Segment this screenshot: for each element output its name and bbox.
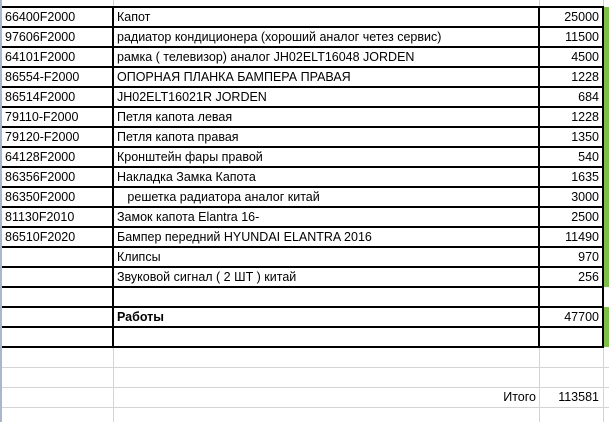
cell-code[interactable]: 66400F2000 — [5, 10, 76, 24]
border — [2, 146, 603, 148]
gridline — [539, 347, 540, 422]
cell-price[interactable]: 970 — [578, 250, 599, 264]
cell-code[interactable]: 86350F2000 — [5, 190, 76, 204]
cell-code[interactable]: 81130F2010 — [5, 210, 75, 224]
cell-price[interactable]: 1228 — [571, 70, 599, 84]
border — [2, 86, 603, 88]
table-row — [0, 47, 609, 67]
table-row — [0, 187, 609, 207]
table-row — [0, 287, 609, 307]
border — [2, 186, 603, 188]
table-row — [0, 27, 609, 47]
border — [2, 106, 603, 108]
cell-price[interactable]: 25000 — [564, 10, 599, 24]
cell-code[interactable]: 86514F2000 — [5, 90, 76, 104]
total-row — [0, 387, 609, 407]
border — [2, 226, 603, 228]
border — [2, 266, 603, 268]
cell-price[interactable]: 684 — [578, 90, 599, 104]
cell-code[interactable]: 86356F2000 — [5, 170, 76, 184]
border — [2, 286, 603, 288]
gridline — [603, 347, 604, 422]
border — [2, 6, 603, 8]
cell-code[interactable]: 86554-F2000 — [5, 70, 80, 84]
cell-name[interactable] — [114, 287, 540, 307]
cell-price[interactable]: 2500 — [571, 210, 599, 224]
cell-price[interactable]: 1228 — [571, 110, 599, 124]
cell-name[interactable]: Клипсы — [117, 250, 161, 264]
cell-name[interactable]: Петля капота правая — [117, 130, 239, 144]
cell-name[interactable]: JH02ELT16021R JORDEN — [117, 90, 267, 104]
cell-price[interactable]: 256 — [578, 270, 599, 284]
border — [112, 6, 114, 348]
table-row — [0, 267, 609, 287]
cell-code[interactable]: 64128F2000 — [5, 150, 76, 164]
cell-code[interactable]: 64101F2000 — [5, 50, 76, 64]
border — [2, 26, 603, 28]
cell-name[interactable] — [114, 327, 540, 347]
border — [602, 6, 604, 348]
border — [2, 166, 603, 168]
cell-price[interactable]: 3000 — [571, 190, 599, 204]
cell-price[interactable]: 4500 — [571, 50, 599, 64]
cell-price-works[interactable]: 47700 — [564, 310, 599, 324]
table-row — [0, 247, 609, 267]
cell-name[interactable]: рамка ( телевизор) аналог JH02ELT16048 JORDEN — [117, 50, 415, 64]
cell-code[interactable] — [2, 247, 114, 267]
cell-name[interactable]: Замок капота Elantra 16- — [117, 210, 260, 224]
table-row — [0, 227, 609, 247]
cell-name[interactable]: Накладка Замка Капота — [117, 170, 256, 184]
table-row — [0, 67, 609, 87]
cell-code[interactable]: 79110-F2000 — [5, 110, 79, 124]
table-row — [0, 167, 609, 187]
cell-price[interactable]: 540 — [578, 150, 599, 164]
cell-name[interactable]: Петля капота левая — [117, 110, 233, 124]
cell-price[interactable]: 1635 — [571, 170, 599, 184]
gridline — [2, 407, 609, 408]
gridline — [2, 367, 609, 368]
table-row — [0, 207, 609, 227]
cell-name[interactable]: Звуковой сигнал ( 2 ШТ ) китай — [117, 270, 297, 284]
cell-code[interactable] — [2, 267, 114, 287]
border — [2, 206, 603, 208]
cell-name[interactable]: Кронштейн фары правой — [117, 150, 263, 164]
table-row — [0, 147, 609, 167]
gridline — [2, 387, 609, 388]
cell-name-works[interactable]: Работы — [117, 310, 164, 324]
cell-name[interactable]: Капот — [117, 10, 151, 24]
cell-code[interactable] — [2, 287, 114, 307]
border — [2, 246, 603, 248]
table-row — [0, 107, 609, 127]
table-row — [0, 87, 609, 107]
border — [2, 306, 603, 308]
cell-price[interactable] — [540, 327, 603, 347]
border — [2, 326, 603, 328]
border — [2, 126, 603, 128]
gridline — [113, 347, 114, 422]
cell-code[interactable] — [2, 307, 114, 327]
cell-name[interactable]: радиатор кондиционера (хороший аналог четез сервис) — [117, 30, 442, 44]
border — [2, 346, 603, 348]
total-label[interactable]: Итого — [503, 390, 536, 404]
table-row — [0, 327, 609, 347]
cell-name[interactable]: решетка радиатора аналог китай — [117, 190, 320, 204]
table-row — [0, 127, 609, 147]
cell-name[interactable]: Бампер передний HYUNDAI ELANTRA 2016 — [117, 230, 372, 244]
border — [2, 66, 603, 68]
cell-code[interactable]: 79120-F2000 — [5, 130, 80, 144]
border — [538, 6, 540, 348]
cell-price[interactable] — [540, 287, 603, 307]
cell-price[interactable]: 11490 — [565, 230, 599, 244]
cell-code[interactable] — [2, 327, 114, 347]
cell-name[interactable]: ОПОРНАЯ ПЛАНКА БАМПЕРА ПРАВАЯ — [117, 70, 351, 84]
table-row — [0, 7, 609, 27]
total-value[interactable]: 113581 — [558, 390, 599, 404]
cell-price[interactable]: 1350 — [571, 130, 599, 144]
table-row-works — [0, 307, 609, 327]
cell-price[interactable]: 11500 — [565, 30, 599, 44]
border — [2, 46, 603, 48]
cell-code[interactable]: 86510F2020 — [5, 230, 76, 244]
cell-code[interactable]: 97606F2000 — [5, 30, 76, 44]
